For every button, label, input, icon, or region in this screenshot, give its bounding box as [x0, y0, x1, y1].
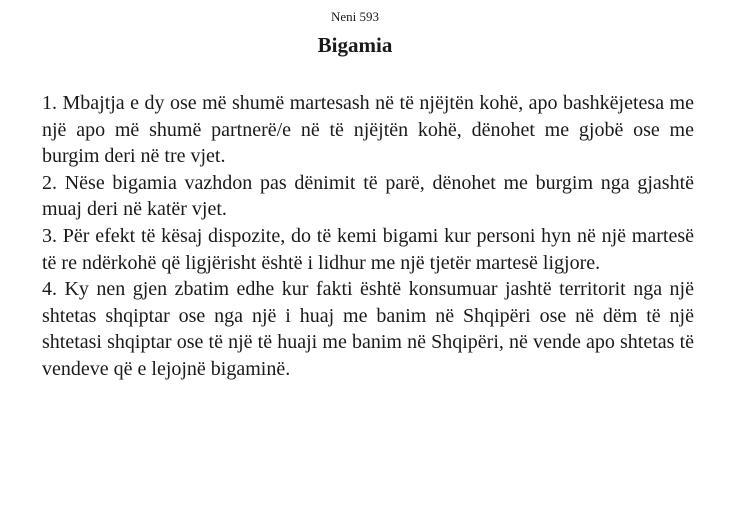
- article-title: Bigamia: [317, 33, 393, 57]
- paragraph-4: 4. Ky nen gjen zbatim edhe kur fakti është konsumuar jashtë territorit nga një shtetas shqiptar ose nga një i huaj me banim në Shqipëri ose në dëm të një shtetasi shqiptar ose të një të huaji me banim në Shqipëri, në vende apo shtetas të vendeve që e lejojnë bigaminë.: [42, 278, 694, 380]
- article-body: [42, 90, 694, 383]
- paragraph-2: 2. Nëse bigamia vazhdon pas dënimit të parë, dënohet me burgim nga gjashtë muaj deri në katër vjet.: [42, 171, 694, 221]
- paragraph-3: 3. Për efekt të kësaj dispozite, do të kemi bigami kur personi hyn në një martesë të re ndërkohë që ligjërisht është i lidhur me një tjetër martesë ligjore.: [42, 224, 694, 274]
- article-number: Neni 593: [330, 9, 380, 24]
- paragraph-1: 1. Mbajtja e dy ose më shumë martesash në të njëjtën kohë, apo bashkëjetesa me një apo më shumë partnerë/e në të njëjtën kohë, dënohet me gjobë ose me burgim deri në tre vjet.: [42, 92, 694, 168]
